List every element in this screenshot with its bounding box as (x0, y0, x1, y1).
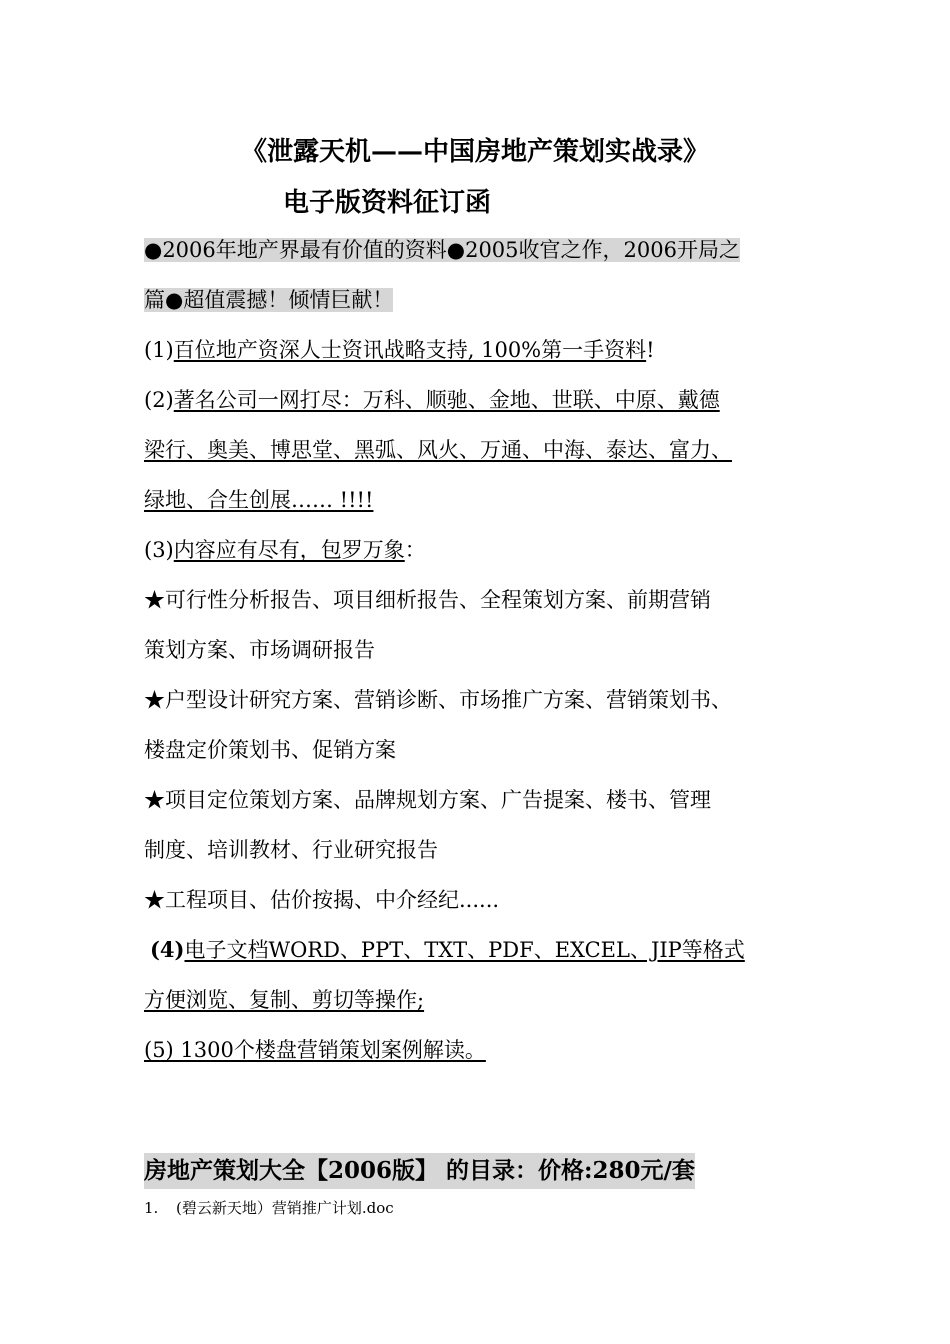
star-item-4-line-1: ★工程项目、估价按揭、中介经纪...... (144, 888, 500, 912)
item-5 (144, 1033, 486, 1067)
toc-item (144, 1196, 394, 1220)
item-1-text: 百位地产资深人士资讯战略支持, 100%第一手资料 (173, 338, 647, 362)
star-item-3-line-2: 制度、培训教材、行业研究报告 (144, 838, 438, 862)
document-subtitle: 电子版资料征订函 (283, 188, 492, 218)
item-3 (144, 533, 426, 567)
item-1 (144, 333, 655, 367)
item-4-line-2 (144, 983, 424, 1017)
item-5-text: (5) 1300个楼盘营销策划案例解读。 (144, 1038, 486, 1062)
item-4-text-1: 电子文档WORD、PPT、TXT、PDF、EXCEL、JIP等格式 (184, 938, 745, 962)
item-1-number: (1) (144, 338, 174, 362)
item-2-text-1: 著名公司一网打尽：万科、顺驰、金地、世联、中原、戴德 (173, 388, 720, 412)
star-item-2-line-1: ★户型设计研究方案、营销诊断、市场推广方案、营销策划书、 (144, 688, 732, 712)
item-3-number: (3) (144, 538, 174, 562)
intro-line-1 (144, 233, 740, 267)
item-2-number: (2) (144, 388, 174, 412)
toc-item-number: 1. (144, 1199, 159, 1217)
toc-item-text: (碧云新天地）营销推广计划.doc (176, 1199, 394, 1217)
item-3-tail: ： (404, 538, 426, 562)
star-item-3-line-1: ★项目定位策划方案、品牌规划方案、广告提案、楼书、管理 (144, 788, 711, 812)
item-2-text-2: 梁行、奥美、博思堂、黑弧、风火、万通、中海、泰达、富力、 (144, 438, 732, 462)
star-item-1-line-1: ★可行性分析报告、项目细析报告、全程策划方案、前期营销 (144, 588, 711, 612)
item-2-line-2 (144, 433, 732, 467)
document-title: 《泄露天机——中国房地产策划实战录》 (240, 137, 709, 167)
intro-line-2 (144, 283, 393, 317)
item-2-line-1 (144, 383, 720, 417)
intro-text-2: 篇●超值震撼！倾情巨献！ (144, 288, 394, 312)
item-2-text-3: 绿地、合生创展…… !!!! (144, 488, 374, 512)
item-4-line-1 (150, 933, 745, 967)
item-2-line-3 (144, 483, 373, 517)
intro-text-1: ●2006年地产界最有价值的资料●2005收官之作，2006开局之 (144, 238, 740, 262)
star-item-2-line-2: 楼盘定价策划书、促销方案 (144, 738, 396, 762)
item-4-number: (4) (150, 937, 185, 962)
item-1-tail: ! (646, 338, 655, 362)
item-4-text-2: 方便浏览、复制、剪切等操作; (144, 988, 425, 1012)
star-item-1-line-2: 策划方案、市场调研报告 (144, 638, 375, 662)
item-3-text: 内容应有尽有，包罗万象 (173, 538, 405, 562)
catalog-heading: 房地产策划大全【2006版】 的目录：价格:280元/套 (144, 1153, 695, 1189)
